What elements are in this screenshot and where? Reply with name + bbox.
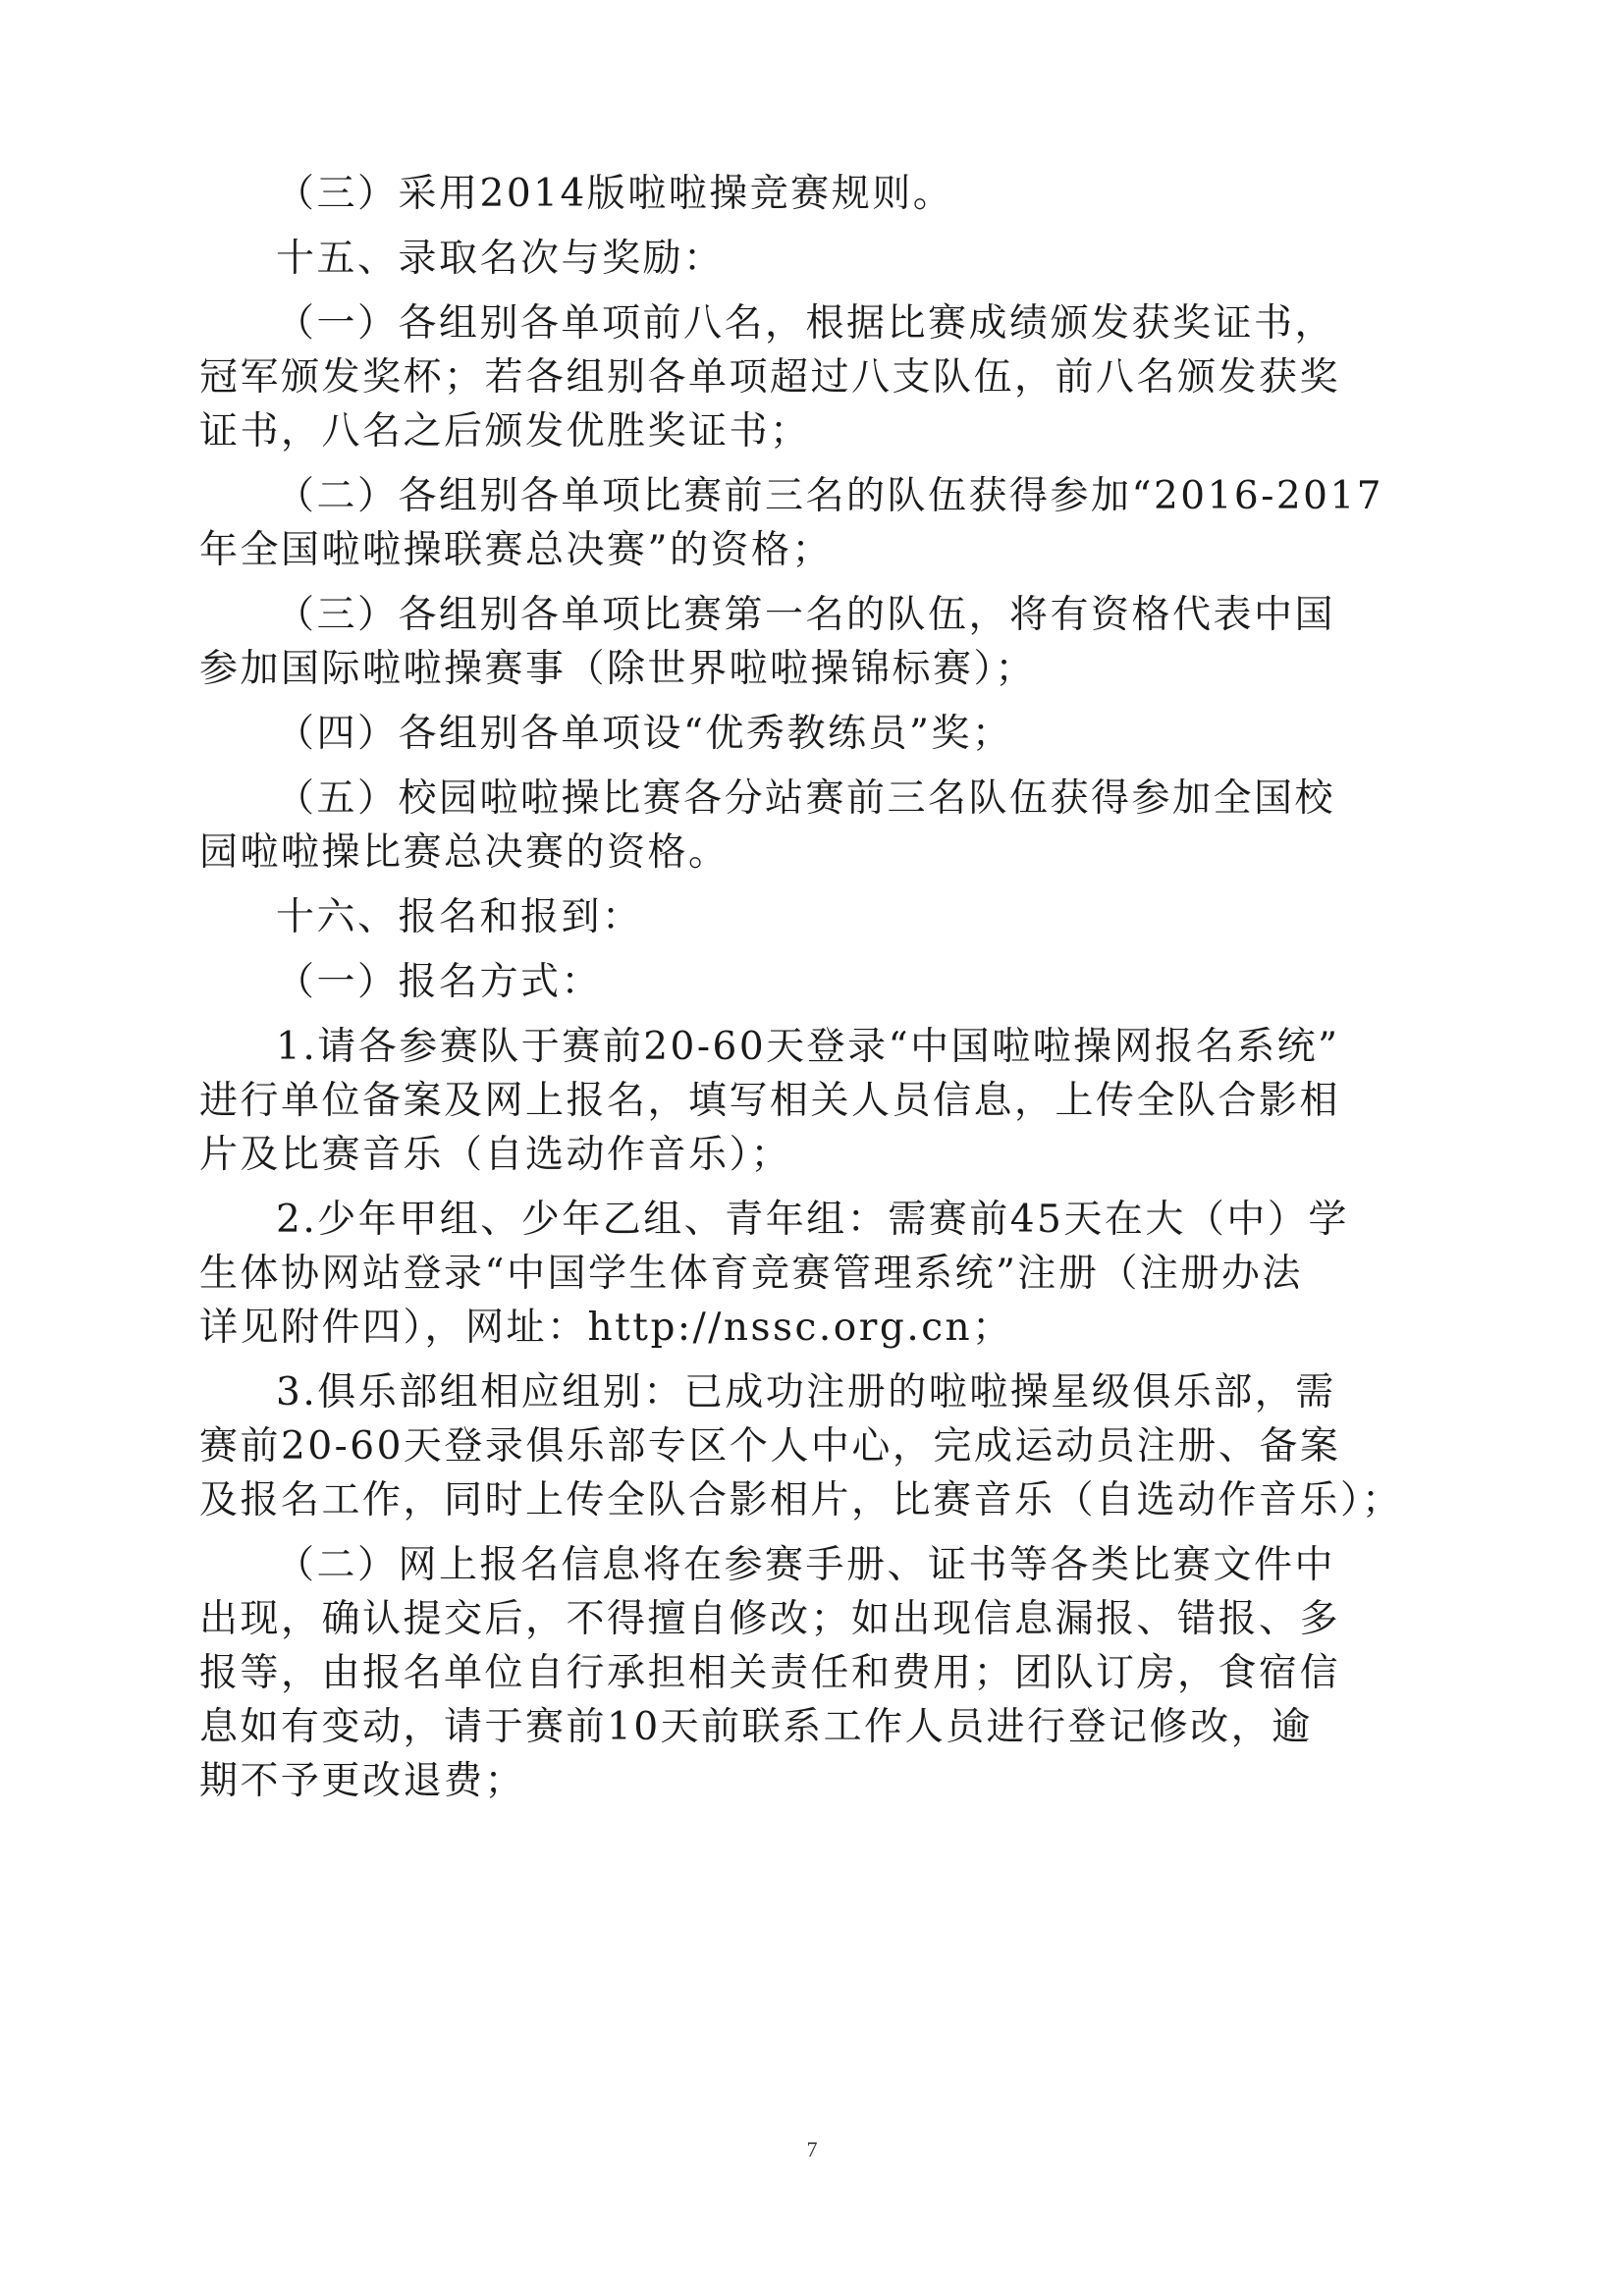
paragraph bbox=[199, 1365, 1436, 1527]
text-line: （二）网上报名信息将在参赛手册、证书等各类比赛文件中 bbox=[276, 1543, 1336, 1587]
text-line: 片及比赛音乐（自选动作音乐）； bbox=[199, 1133, 792, 1177]
paragraph bbox=[199, 296, 1436, 458]
text-line: 报等，由报名单位自行承担相关责任和费用；团队订房，食宿信 bbox=[199, 1651, 1341, 1695]
paragraph bbox=[199, 1193, 1436, 1355]
text-line: 出现，确认提交后，不得擅自修改；如出现信息漏报、错报、多 bbox=[199, 1597, 1341, 1641]
paragraph bbox=[199, 772, 1436, 880]
text-line: （一）各组别各单项前八名，根据比赛成绩颁发获奖证书， bbox=[276, 301, 1336, 346]
text-line: 2.少年甲组、少年乙组、青年组：需赛前45天在大（中）学 bbox=[276, 1198, 1349, 1242]
text-line: 冠军颁发奖杯；若各组别各单项超过八支队伍，前八名颁发获奖 bbox=[199, 355, 1341, 400]
text-line: 进行单位备案及网上报名，填写相关人员信息，上传全队合影相 bbox=[199, 1079, 1341, 1123]
subsection-heading bbox=[199, 955, 1436, 1009]
text-line: 1.请各参赛队于赛前20-60天登录“中国啦啦操网报名系统” bbox=[276, 1025, 1340, 1069]
text-line: 及报名工作，同时上传全队合影相片，比赛音乐（自选动作音乐）； bbox=[199, 1478, 1403, 1522]
paragraph bbox=[199, 1020, 1436, 1182]
paragraph bbox=[199, 167, 1436, 221]
paragraph bbox=[199, 469, 1436, 577]
paragraph bbox=[199, 707, 1436, 761]
text-line: （二）各组别各单项比赛前三名的队伍获得参加“2016-2017 bbox=[276, 474, 1384, 518]
text-line: （三）各组别各单项比赛第一名的队伍，将有资格代表中国 bbox=[276, 593, 1336, 637]
text-line: 期不予更改退费； bbox=[199, 1759, 526, 1803]
text-line: （五）校园啦啦操比赛各分站赛前三名队伍获得参加全国校 bbox=[276, 776, 1336, 821]
text-line: 园啦啦操比赛总决赛的资格。 bbox=[199, 830, 730, 875]
text-line: （四）各组别各单项设“优秀教练员”奖； bbox=[276, 712, 1013, 756]
text-line: 十六、报名和报到： bbox=[276, 895, 643, 939]
text-line: 十五、录取名次与奖励： bbox=[276, 237, 725, 281]
text-line: 参加国际啦啦操赛事（除世界啦啦操锦标赛）； bbox=[199, 647, 1037, 691]
text-line: （三）采用2014版啦啦操竞赛规则。 bbox=[276, 172, 954, 216]
text-line: 详见附件四），网址：http://nssc.org.cn； bbox=[199, 1306, 1013, 1350]
text-line: 年全国啦啦操联赛总决赛”的资格； bbox=[199, 528, 833, 572]
text-line: 证书，八名之后颁发优胜奖证书； bbox=[199, 409, 811, 454]
text-line: （一）报名方式： bbox=[276, 960, 603, 1004]
text-line: 生体协网站登录“中国学生体育竞赛管理系统”注册（注册办法 bbox=[199, 1252, 1303, 1296]
text-line: 3.俱乐部组相应组别：已成功注册的啦啦操星级俱乐部，需 bbox=[276, 1370, 1336, 1415]
text-line: 息如有变动，请于赛前10天前联系工作人员进行登记修改，逾 bbox=[199, 1705, 1313, 1749]
page-number: 7 bbox=[806, 2137, 818, 2162]
section-heading bbox=[199, 232, 1436, 286]
text-line: 赛前20-60天登录俱乐部专区个人中心，完成运动员注册、备案 bbox=[199, 1424, 1341, 1468]
section-heading bbox=[199, 890, 1436, 944]
paragraph bbox=[199, 588, 1436, 696]
document-body bbox=[199, 167, 1436, 1819]
paragraph bbox=[199, 1538, 1436, 1808]
